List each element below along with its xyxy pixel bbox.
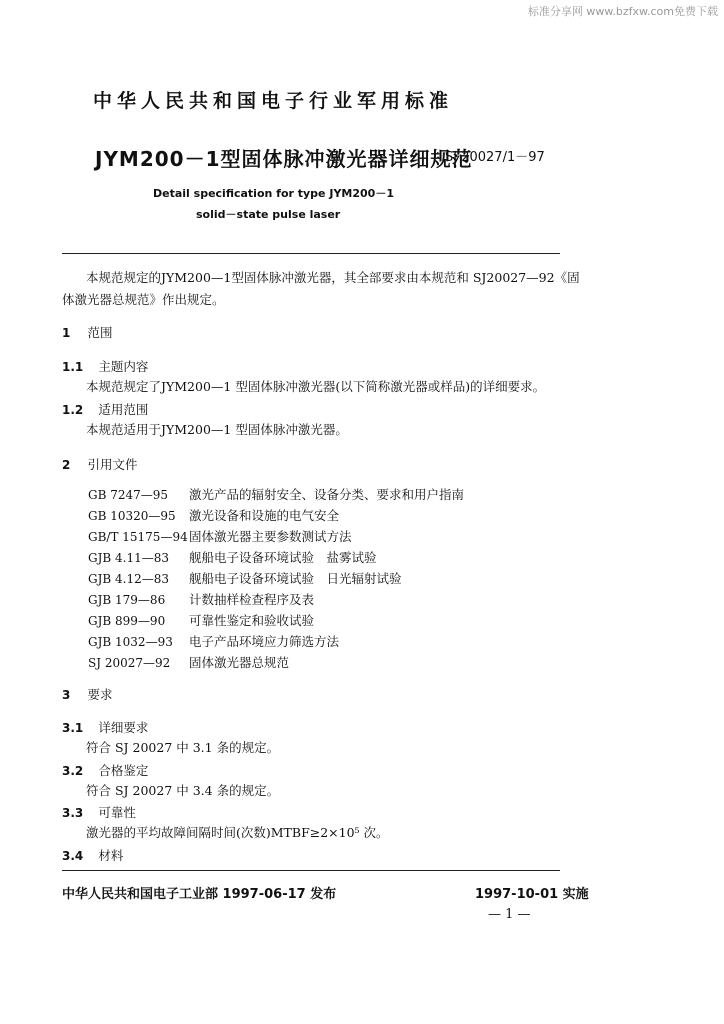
section-3-2-heading bbox=[62, 760, 148, 779]
list-item bbox=[88, 505, 464, 526]
issue-date: 中华人民共和国电子工业部 1997-06-17 发布 bbox=[62, 887, 337, 902]
section-number: 2 bbox=[62, 458, 71, 472]
list-item bbox=[88, 547, 464, 568]
reference-title: 固体激光器总规范 bbox=[189, 655, 290, 670]
section-1-2-text: 本规范适用于JYM200—1 型固体脉冲激光器。 bbox=[86, 422, 348, 437]
list-item bbox=[88, 484, 464, 505]
reference-code: GJB 179—86 bbox=[88, 593, 166, 607]
section-number: 1 bbox=[62, 326, 71, 340]
bottom-rule bbox=[62, 870, 560, 871]
section-number: 3.4 bbox=[62, 849, 84, 863]
reference-code: GJB 1032—93 bbox=[88, 635, 173, 649]
section-3-3-heading bbox=[62, 802, 136, 821]
section-title: 详细要求 bbox=[98, 720, 149, 735]
reference-title: 计数抽样检查程序及表 bbox=[189, 592, 315, 607]
reference-code: GB 10320—95 bbox=[88, 509, 176, 523]
list-item bbox=[88, 652, 464, 673]
effective-date: 1997-10-01 实施 bbox=[475, 887, 589, 902]
english-title-line2: solid－state pulse laser bbox=[196, 208, 341, 221]
reference-title: 激光产品的辐射安全、设备分类、要求和用户指南 bbox=[189, 487, 465, 502]
intro-line2: 体激光器总规范》作出规定。 bbox=[62, 292, 225, 307]
list-item bbox=[88, 568, 464, 589]
references-list bbox=[88, 484, 464, 673]
section-3-2-text: 符合 SJ 20027 中 3.4 条的规定。 bbox=[86, 783, 280, 798]
section-title: 合格鉴定 bbox=[98, 763, 149, 778]
reference-title: 电子产品环境应力筛选方法 bbox=[189, 634, 340, 649]
section-3-heading bbox=[62, 684, 112, 703]
section-number: 1.2 bbox=[62, 403, 84, 417]
reference-code: GJB 4.12—83 bbox=[88, 572, 170, 586]
section-title: 引用文件 bbox=[87, 457, 138, 472]
english-title-line1: Detail specification for type JYM200－1 bbox=[153, 187, 394, 200]
standard-category: 中华人民共和国电子行业军用标准 bbox=[93, 90, 454, 112]
reference-title: 激光设备和设施的电气安全 bbox=[189, 508, 340, 523]
section-1-1-text: 本规范规定了JYM200—1 型固体脉冲激光器(以下简称激光器或样品)的详细要求。 bbox=[86, 379, 546, 394]
section-number: 1.1 bbox=[62, 360, 84, 374]
list-item bbox=[88, 589, 464, 610]
section-title: 主题内容 bbox=[98, 359, 149, 374]
section-3-1-text: 符合 SJ 20027 中 3.1 条的规定。 bbox=[86, 740, 280, 755]
reference-code: GJB 4.11—83 bbox=[88, 551, 170, 565]
reference-title: 舰船电子设备环境试验 日光辐射试验 bbox=[189, 571, 402, 586]
list-item bbox=[88, 631, 464, 652]
section-title: 可靠性 bbox=[98, 805, 136, 820]
list-item bbox=[88, 610, 464, 631]
reference-title: 舰船电子设备环境试验 盐雾试验 bbox=[189, 550, 377, 565]
standard-number: SJ 20027/1－97 bbox=[445, 150, 545, 165]
page-number: — 1 — bbox=[488, 907, 531, 922]
section-number: 3 bbox=[62, 688, 71, 702]
section-title: 适用范围 bbox=[98, 402, 149, 417]
reference-code: GJB 899—90 bbox=[88, 614, 166, 628]
list-item bbox=[88, 526, 464, 547]
section-3-3-text: 激光器的平均故障间隔时间(次数)MTBF≥2×10⁵ 次。 bbox=[86, 825, 389, 840]
section-1-heading bbox=[62, 322, 112, 341]
section-2-heading bbox=[62, 454, 137, 473]
section-title: 材料 bbox=[98, 848, 124, 863]
reference-code: GB/T 15175—94 bbox=[88, 530, 188, 544]
reference-title: 固体激光器主要参数测试方法 bbox=[189, 529, 352, 544]
section-number: 3.1 bbox=[62, 721, 84, 735]
section-number: 3.2 bbox=[62, 764, 84, 778]
section-1-2-heading bbox=[62, 399, 148, 418]
section-title: 要求 bbox=[87, 687, 113, 702]
section-3-4-heading bbox=[62, 845, 123, 864]
reference-code: GB 7247—95 bbox=[88, 488, 169, 502]
section-1-1-heading bbox=[62, 356, 148, 375]
section-number: 3.3 bbox=[62, 806, 84, 820]
watermark: 标准分享网 www.bzfxw.com免费下载 bbox=[527, 5, 718, 18]
document-title: JYM200－1型固体脉冲激光器详细规范 bbox=[95, 147, 473, 171]
reference-code: SJ 20027—92 bbox=[88, 656, 171, 670]
section-title: 范围 bbox=[87, 325, 113, 340]
reference-title: 可靠性鉴定和验收试验 bbox=[189, 613, 315, 628]
section-3-1-heading bbox=[62, 717, 148, 736]
top-rule bbox=[62, 253, 560, 254]
intro-line1: 本规范规定的JYM200—1型固体脉冲激光器，其全部要求由本规范和 SJ20027—92《固 bbox=[86, 270, 580, 285]
